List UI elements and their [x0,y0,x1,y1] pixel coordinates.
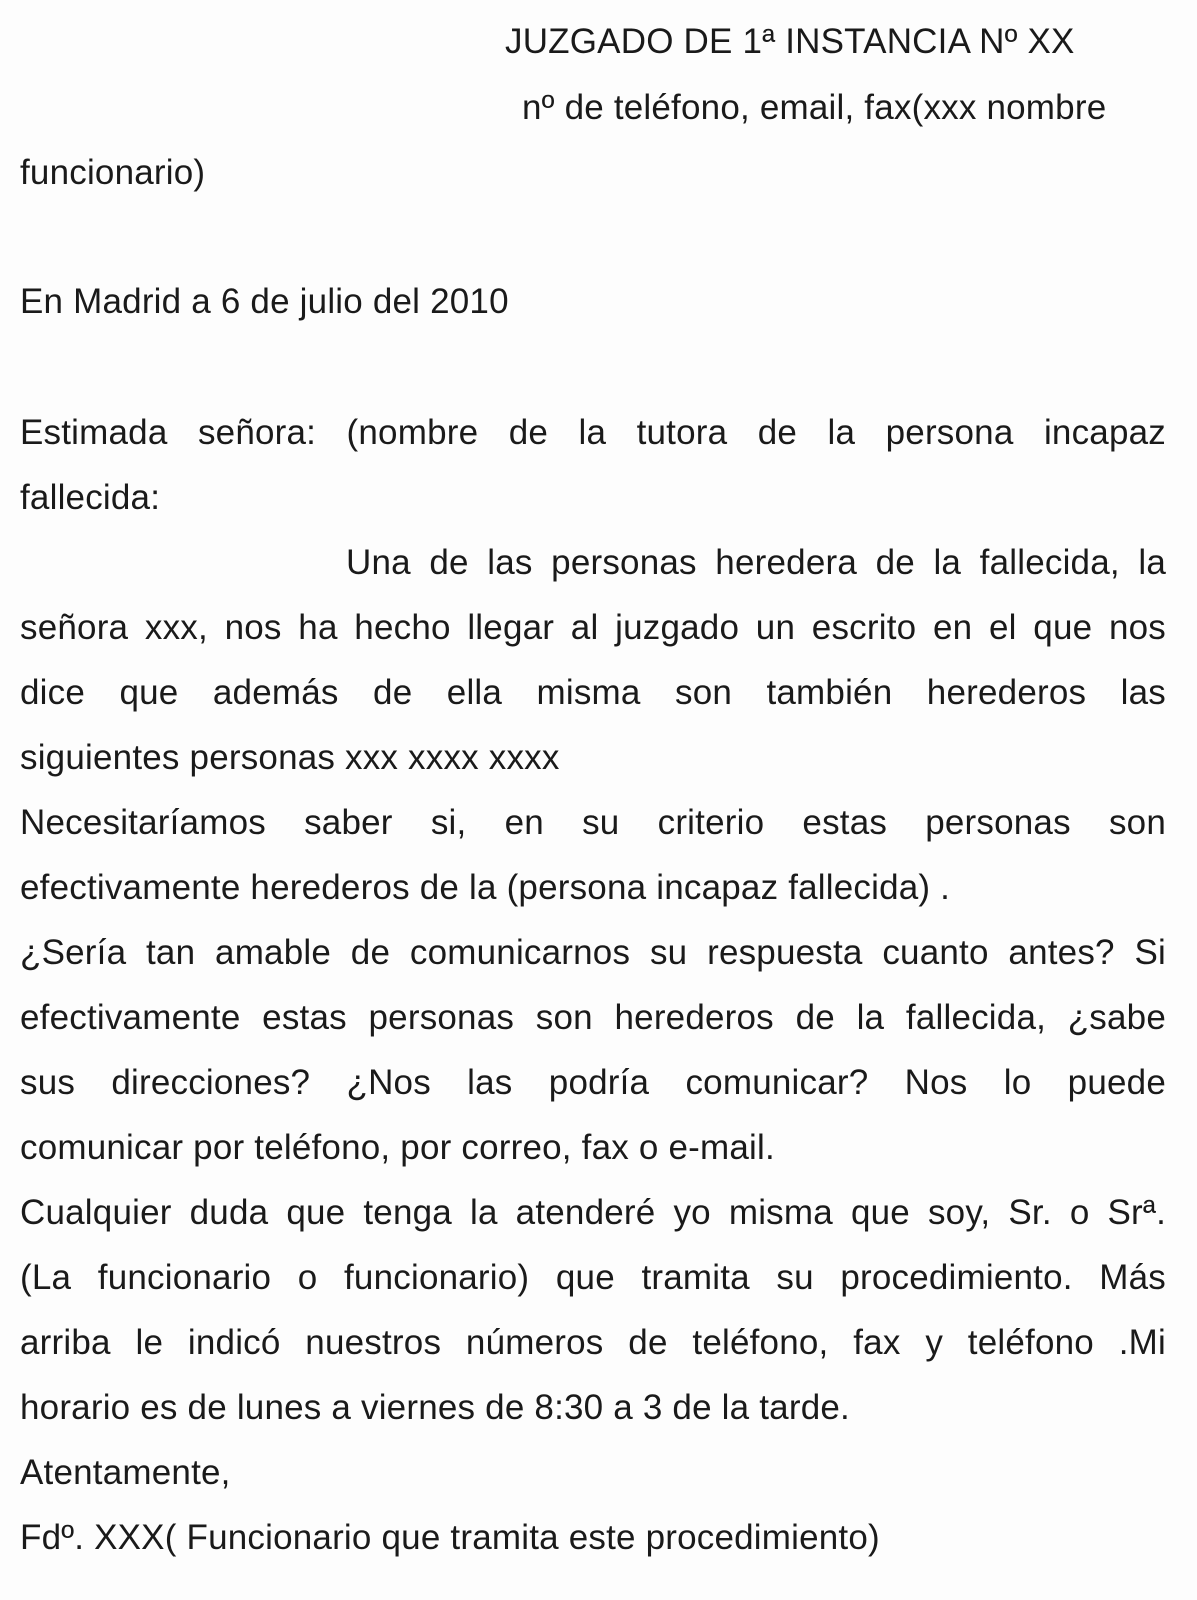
body-line-6: efectivamente herederos de la (persona incapaz fallecida) . [20,868,951,907]
body-line-2: señora xxx, nos ha hecho llegar al juzgado un escrito en el que nos [20,608,1166,647]
signature-line: Fdº. XXX( Funcionario que tramita este procedimiento) [20,1518,880,1557]
body-line-9: sus direcciones? ¿Nos las podría comunicar? Nos lo puede [20,1063,1166,1102]
contact-line-1: nº de teléfono, email, fax(xxx nombre [522,88,1107,127]
body-line-1: Una de las personas heredera de la fallecida, la [346,543,1166,582]
closing: Atentamente, [20,1453,231,1492]
body-line-4: siguientes personas xxx xxxx xxxx [20,738,560,777]
body-line-14: horario es de lunes a viernes de 8:30 a 3 de la tarde. [20,1388,850,1427]
body-line-8: efectivamente estas personas son herederos de la fallecida, ¿sabe [20,998,1166,1037]
salutation-line-2: fallecida: [20,478,161,517]
body-line-10: comunicar por teléfono, por correo, fax o e-mail. [20,1128,775,1167]
contact-line-2: funcionario) [20,153,206,192]
date-line: En Madrid a 6 de julio del 2010 [20,282,509,321]
body-line-11: Cualquier duda que tenga la atenderé yo misma que soy, Sr. o Srª. [20,1193,1166,1232]
body-line-5: Necesitaríamos saber si, en su criterio estas personas son [20,803,1166,842]
body-line-3: dice que además de ella misma son también herederos las [20,673,1166,712]
body-line-7: ¿Sería tan amable de comunicarnos su respuesta cuanto antes? Si [20,933,1166,972]
body-line-13: arriba le indicó nuestros números de teléfono, fax y teléfono .Mi [20,1323,1166,1362]
court-heading: JUZGADO DE 1ª INSTANCIA Nº XX [505,22,1075,61]
salutation-line-1: Estimada señora: (nombre de la tutora de la persona incapaz [20,413,1166,452]
body-line-12: (La funcionario o funcionario) que tramita su procedimiento. Más [20,1258,1166,1297]
